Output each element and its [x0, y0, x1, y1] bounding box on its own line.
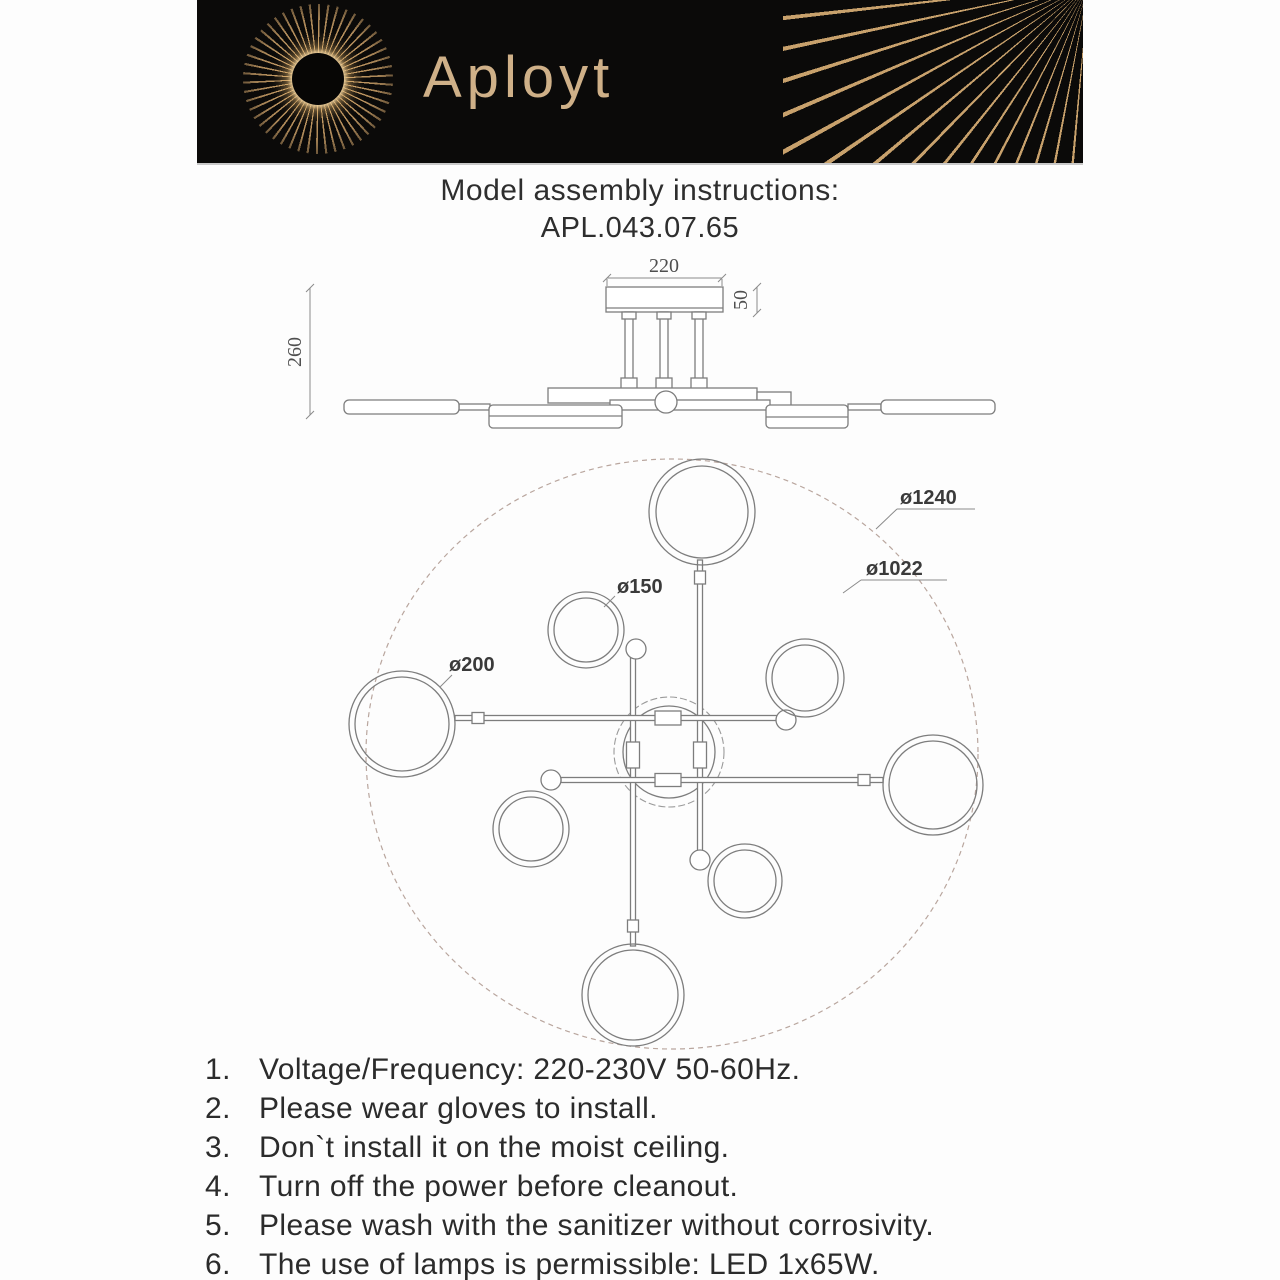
list-item-text: Please wear gloves to install. [259, 1092, 658, 1125]
list-item [205, 1089, 1195, 1128]
label-large-ring-diameter: ø200 [449, 654, 495, 676]
ring-top [649, 459, 755, 565]
brand-name: Aployt [423, 45, 615, 110]
corner-rays-decoration [783, 0, 1083, 163]
ring-left [349, 671, 455, 777]
sunburst-core [292, 53, 344, 105]
ring-upper-right [766, 639, 844, 717]
top-view-drawing [320, 438, 1020, 1078]
page-title: Model assembly instructions: [440, 174, 840, 207]
instruction-list [205, 1050, 1195, 1280]
list-item [205, 1050, 1195, 1089]
list-item-text: The use of lamps is permissible: LED 1x65W. [259, 1248, 880, 1280]
list-item-number: 2. [205, 1092, 231, 1125]
list-item [205, 1206, 1195, 1245]
model-number: APL.043.07.65 [540, 212, 740, 244]
label-small-ring-diameter: ø150 [617, 576, 663, 598]
dim-50-label: 50 [730, 290, 752, 310]
list-item-number: 1. [205, 1053, 231, 1086]
ring-lower-left [493, 791, 569, 867]
list-item-number: 3. [205, 1131, 231, 1164]
side-view-drawing [280, 250, 1010, 445]
list-item-text: Voltage/Frequency: 220-230V 50-60Hz. [259, 1053, 801, 1086]
list-item-number: 6. [205, 1248, 231, 1280]
list-item-number: 4. [205, 1170, 231, 1203]
brand-banner [197, 0, 1083, 165]
list-item [205, 1128, 1195, 1167]
label-inner-diameter: ø1022 [866, 558, 923, 580]
ring-upper-left [548, 592, 624, 668]
list-item [205, 1167, 1195, 1206]
title-block [0, 172, 1280, 247]
ring-lower-middle [708, 844, 782, 918]
list-item-text: Don`t install it on the moist ceiling. [259, 1131, 730, 1164]
dim-260-label: 260 [284, 337, 306, 367]
ring-bottom [582, 944, 684, 1046]
list-item-number: 5. [205, 1209, 231, 1242]
ring-right [883, 735, 983, 835]
list-item [205, 1245, 1195, 1280]
list-item-text: Please wash with the sanitizer without corrosivity. [259, 1209, 935, 1242]
dim-220-label: 220 [649, 255, 679, 277]
list-item-text: Turn off the power before cleanout. [259, 1170, 739, 1203]
label-outer-diameter: ø1240 [900, 487, 957, 509]
